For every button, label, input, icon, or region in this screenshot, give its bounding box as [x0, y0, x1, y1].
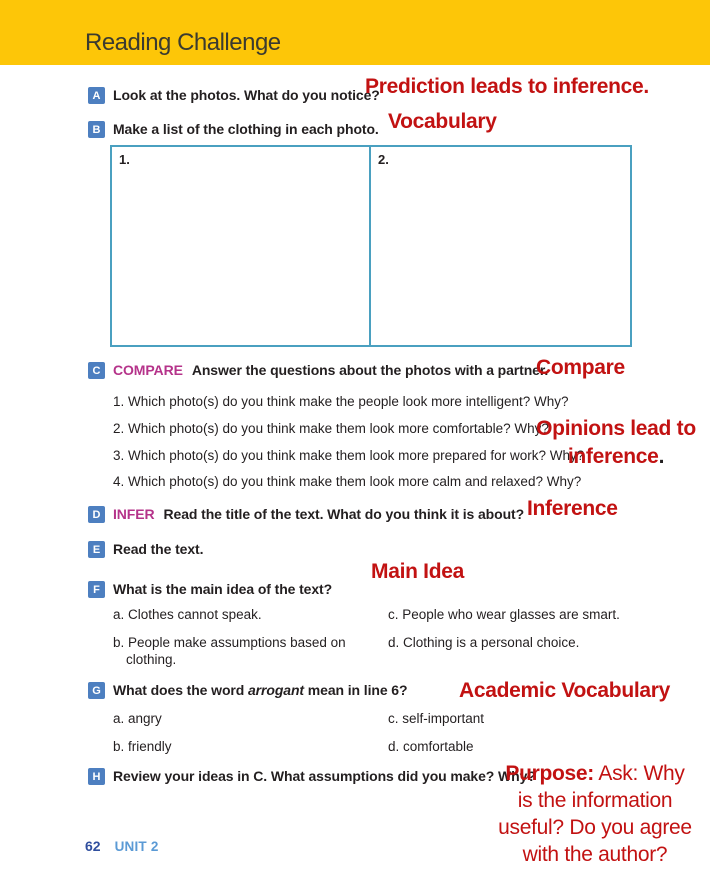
- section-c-instruction: [113, 362, 548, 379]
- section-c-letter-badge: C: [88, 362, 105, 379]
- section-e-instruction: Read the text.: [113, 541, 204, 557]
- section-f-instruction: What is the main idea of the text?: [113, 581, 333, 597]
- section-b-letter-badge: B: [88, 121, 105, 138]
- annotation-academic-vocabulary: Academic Vocabulary: [459, 679, 671, 702]
- page-number: 62: [85, 838, 101, 854]
- annotation-purpose-line4: with the author?: [522, 843, 668, 866]
- page-title: Reading Challenge: [85, 29, 281, 56]
- skill-label-infer: INFER: [113, 506, 155, 522]
- section-e-letter-badge: E: [88, 541, 105, 558]
- section-a-letter-badge: A: [88, 87, 105, 104]
- section-a: [88, 87, 380, 104]
- option-f-b: b. People make assumptions based on clothing.: [113, 635, 346, 667]
- unit-label: UNIT 2: [114, 839, 159, 854]
- section-b-instruction: Make a list of the clothing in each photo.: [113, 121, 379, 137]
- skill-label-compare: COMPARE: [113, 362, 183, 378]
- question-1: 1. Which photo(s) do you think make the people look more intelligent? Why?: [113, 394, 569, 409]
- annotation-purpose-line2: is the information: [517, 789, 673, 812]
- annotation-opinions-period: .: [658, 445, 665, 468]
- question-4: 4. Which photo(s) do you think make them look more calm and relaxed? Why?: [113, 474, 582, 489]
- question-2: 2. Which photo(s) do you think make them look more comfortable? Why?: [113, 421, 549, 436]
- table-cell-2: 2.: [378, 152, 389, 167]
- section-d-instruction: [113, 506, 524, 523]
- section-f: [88, 581, 332, 598]
- option-g-c: c. self-important: [388, 711, 485, 726]
- section-a-instruction: Look at the photos. What do you notice?: [113, 87, 380, 103]
- annotation-opinions-line2: [521, 443, 710, 471]
- clothing-list-table: [110, 145, 632, 347]
- annotation-prediction: Prediction leads to inference.: [365, 75, 649, 98]
- section-f-letter-badge: F: [88, 581, 105, 598]
- section-g: [88, 682, 407, 699]
- option-f-a: a. Clothes cannot speak.: [113, 607, 262, 622]
- annotation-main-idea: Main Idea: [371, 560, 464, 583]
- annotation-opinions-line1: Opinions lead to: [536, 417, 696, 440]
- option-f-c: c. People who wear glasses are smart.: [388, 607, 620, 622]
- annotation-vocabulary: Vocabulary: [388, 110, 497, 133]
- section-h-letter-badge: H: [88, 768, 105, 785]
- option-g-d: d. comfortable: [388, 739, 474, 754]
- section-c-instruction-text: Answer the questions about the photos with a partner.: [191, 362, 549, 378]
- option-g-b: b. friendly: [113, 739, 172, 754]
- option-g-a: a. angry: [113, 711, 162, 726]
- annotation-purpose-line3: useful? Do you agree: [498, 816, 692, 839]
- section-d: [88, 506, 524, 523]
- annotation-purpose-label: Purpose:: [505, 762, 594, 785]
- section-g-text-after: mean in line 6?: [304, 682, 408, 698]
- section-h: [88, 768, 536, 785]
- section-g-letter-badge: G: [88, 682, 105, 699]
- section-g-word-arrogant: arrogant: [248, 682, 304, 698]
- option-f-d: d. Clothing is a personal choice.: [388, 635, 580, 650]
- section-e: [88, 541, 203, 558]
- table-cell-1: 1.: [112, 147, 371, 345]
- section-g-text-before: What does the word: [113, 682, 248, 698]
- section-d-letter-badge: D: [88, 506, 105, 523]
- annotation-opinions: [521, 415, 710, 471]
- annotation-purpose-line1: Ask: Why: [593, 762, 685, 785]
- annotation-opinions-word: inference: [567, 445, 659, 468]
- annotation-inference: Inference: [527, 497, 618, 520]
- annotation-compare: Compare: [536, 356, 625, 379]
- section-g-instruction: [113, 682, 407, 699]
- section-c: [88, 362, 548, 379]
- section-b: [88, 121, 379, 138]
- question-3: 3. Which photo(s) do you think make them look more prepared for work? Why?: [113, 448, 585, 463]
- section-d-instruction-text: Read the title of the text. What do you think it is about?: [163, 506, 525, 522]
- section-h-instruction: Review your ideas in C. What assumptions did you make? Why?: [113, 768, 536, 784]
- page-footer: [85, 838, 159, 854]
- annotation-purpose: [478, 760, 710, 868]
